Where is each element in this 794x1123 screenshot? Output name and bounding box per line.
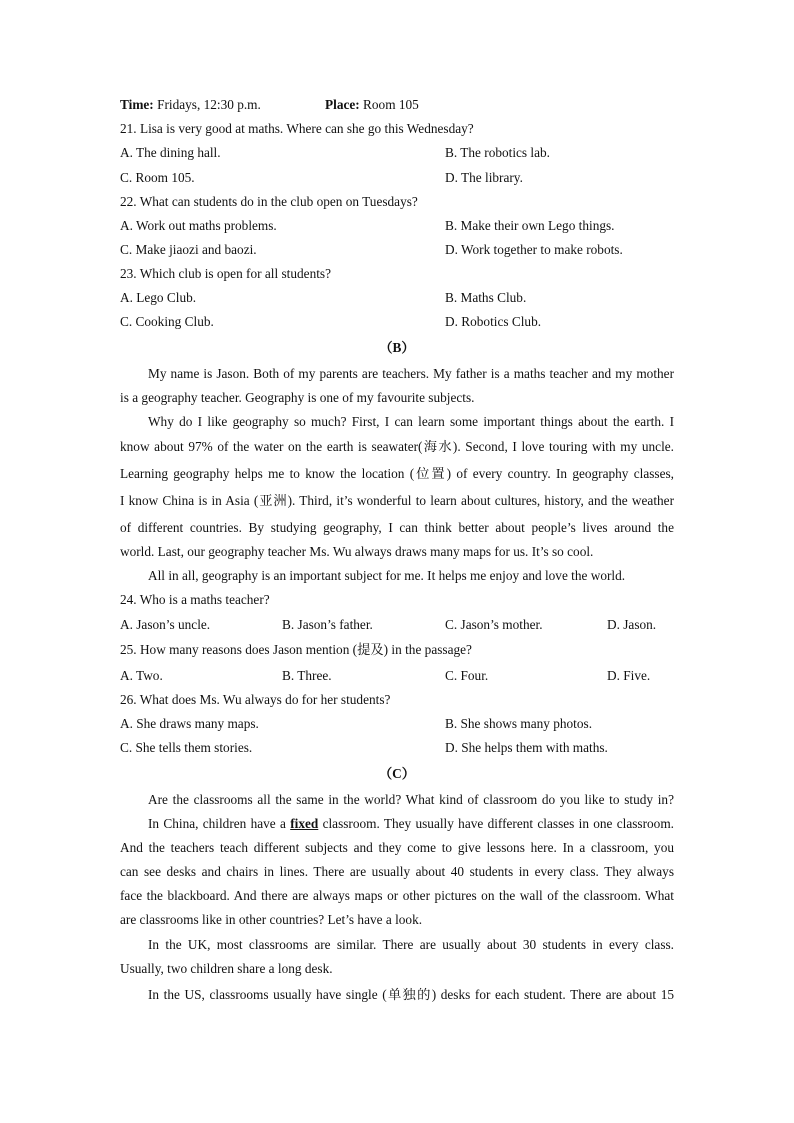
place-info bbox=[325, 97, 419, 113]
time-value: Fridays, 12:30 p.m. bbox=[157, 97, 261, 112]
question-25: 25. How many reasons does Jason mention (提及) in the passage? bbox=[120, 642, 472, 657]
place-value: Room 105 bbox=[363, 97, 419, 112]
section-c-heading: （C） bbox=[378, 766, 416, 781]
q21-option-d: D. The library. bbox=[445, 170, 523, 185]
q22-option-a: A. Work out maths problems. bbox=[120, 218, 277, 233]
q26-option-b: B. She shows many photos. bbox=[445, 716, 593, 731]
question-23: 23. Which club is open for all students? bbox=[120, 266, 331, 281]
passage-b-line: All in all, geography is an important subject for me. It helps me enjoy and love the world. bbox=[148, 568, 626, 583]
passage-c-line: are classrooms like in other countries? Let’s have a look. bbox=[120, 912, 423, 927]
question-26: 26. What does Ms. Wu always do for her students? bbox=[120, 692, 391, 707]
q25-option-d: D. Five. bbox=[607, 668, 651, 683]
passage-c-line: can see desks and chairs in lines. There are usually about 40 students in every class. They always bbox=[120, 864, 674, 879]
q25-option-b: B. Three. bbox=[282, 668, 332, 683]
passage-c-line: And the teachers teach different subjects and they come to give lessons here. In a classroom, you bbox=[120, 840, 674, 855]
passage-b-line: Why do I like geography so much? First, I can learn some important things about the earth. I bbox=[148, 414, 674, 429]
passage-c-line: In the UK, most classrooms are similar. There are usually about 30 students in every class. bbox=[148, 937, 674, 952]
time-label: Time: bbox=[120, 97, 154, 112]
q26-option-a: A. She draws many maps. bbox=[120, 716, 259, 731]
q21-option-c: C. Room 105. bbox=[120, 170, 195, 185]
passage-b-line: I know China is in Asia (亚洲). Third, it’s wonderful to learn about cultures, history, and the weather bbox=[120, 493, 674, 508]
place-label: Place: bbox=[325, 97, 360, 112]
q22-option-c: C. Make jiaozi and baozi. bbox=[120, 242, 257, 257]
passage-b-line: of different countries. By studying geography, I can think better about people’s lives around the bbox=[120, 520, 674, 535]
underlined-word-fixed: fixed bbox=[290, 816, 319, 831]
q25-option-c: C. Four. bbox=[445, 668, 489, 683]
q26-option-d: D. She helps them with maths. bbox=[445, 740, 608, 755]
passage-b-line: world. Last, our geography teacher Ms. Wu always draws many maps for us. It’s so cool. bbox=[120, 544, 594, 559]
passage-c-line: face the blackboard. And there are always maps or other pictures on the wall of the classroom. What bbox=[120, 888, 674, 903]
section-b-heading: （B） bbox=[379, 340, 415, 355]
question-24: 24. Who is a maths teacher? bbox=[120, 592, 270, 607]
passage-b-line: My name is Jason. Both of my parents are teachers. My father is a maths teacher and my mother bbox=[148, 366, 674, 381]
passage-b-line: Learning geography helps me to know the location (位置) of every country. In geography classes, bbox=[120, 466, 674, 481]
question-22: 22. What can students do in the club open on Tuesdays? bbox=[120, 194, 418, 209]
passage-b-line: is a geography teacher. Geography is one of my favourite subjects. bbox=[120, 390, 475, 405]
q23-option-c: C. Cooking Club. bbox=[120, 314, 214, 329]
passage-c-line: Are the classrooms all the same in the world? What kind of classroom do you like to study in? bbox=[148, 792, 674, 807]
q23-option-a: A. Lego Club. bbox=[120, 290, 197, 305]
passage-c-line: Usually, two children share a long desk. bbox=[120, 961, 333, 976]
q25-option-a: A. Two. bbox=[120, 668, 163, 683]
q23-option-d: D. Robotics Club. bbox=[445, 314, 542, 329]
passage-c-line: In the US, classrooms usually have single (单独的) desks for each student. There are about 15 bbox=[148, 987, 674, 1002]
q24-option-d: D. Jason. bbox=[607, 617, 657, 632]
q21-option-b: B. The robotics lab. bbox=[445, 145, 551, 160]
passage-c-text: In China, children have a bbox=[148, 816, 291, 831]
q24-option-b: B. Jason’s father. bbox=[282, 617, 373, 632]
q22-option-d: D. Work together to make robots. bbox=[445, 242, 623, 257]
q21-option-a: A. The dining hall. bbox=[120, 145, 221, 160]
passage-c-line bbox=[148, 816, 674, 832]
q22-option-b: B. Make their own Lego things. bbox=[445, 218, 615, 233]
q23-option-b: B. Maths Club. bbox=[445, 290, 527, 305]
passage-c-text: classroom. They usually have different classes in one classroom. bbox=[318, 816, 674, 831]
time-info bbox=[120, 97, 261, 113]
q24-option-a: A. Jason’s uncle. bbox=[120, 617, 211, 632]
q26-option-c: C. She tells them stories. bbox=[120, 740, 253, 755]
q24-option-c: C. Jason’s mother. bbox=[445, 617, 543, 632]
passage-b-line: know about 97% of the water on the earth is seawater(海水). Second, I love touring with my uncle. bbox=[120, 439, 674, 454]
question-21: 21. Lisa is very good at maths. Where can she go this Wednesday? bbox=[120, 121, 474, 136]
